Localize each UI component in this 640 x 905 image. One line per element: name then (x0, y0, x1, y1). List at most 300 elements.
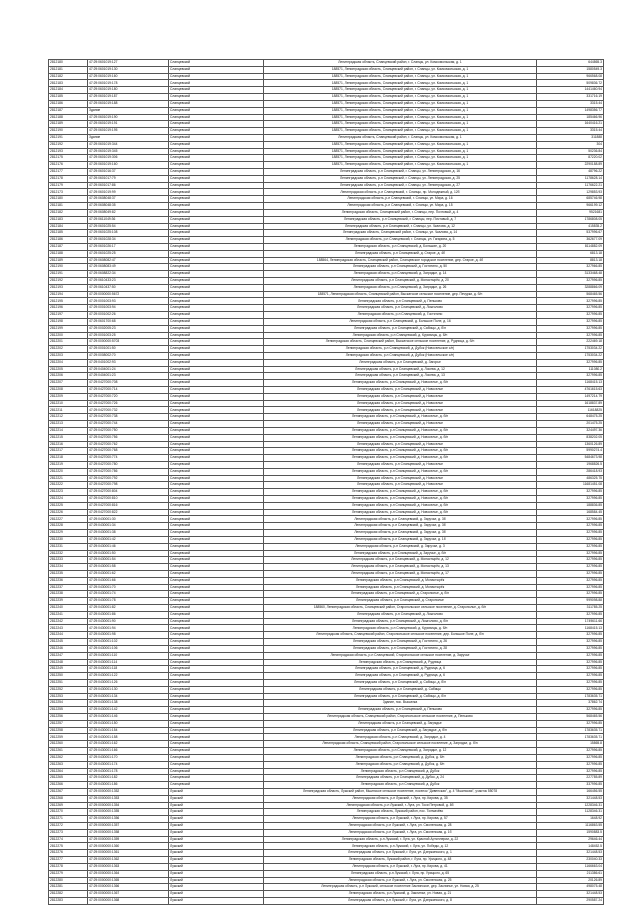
row-id-cell: 2812205 (49, 366, 88, 373)
value-cell: 148452.5 (537, 843, 604, 850)
cadastral-number-cell: 47:29:0427000:810 (88, 496, 169, 503)
row-id-cell: 2812261 (49, 748, 88, 755)
cadastral-number-cell: 47:29:0000000:1357 (88, 823, 169, 830)
district-cell: Сланцевский (169, 73, 264, 80)
value-cell: 1116863.55 (537, 823, 604, 830)
table-row (49, 741, 604, 748)
cadastral-number-cell: 47:29:0601700:68 (88, 318, 169, 325)
table-row (49, 400, 604, 407)
address-cell: Ленинградская область, р-н Сланцевский, д. Большие, д. 20 (264, 243, 537, 250)
table-row (49, 237, 604, 244)
row-id-cell: 2812249 (49, 666, 88, 673)
value-cell: 327996.85 (537, 359, 604, 366)
district-cell: Сланцевский (169, 393, 264, 400)
district-cell: Сланцевский (169, 748, 264, 755)
row-id-cell: 2812186 (49, 100, 88, 107)
address-cell: Ленинградская область, р-н Сланцевский, д. Заручье, д. 3б (264, 516, 537, 523)
district-cell: Сланцевский (169, 237, 264, 244)
value-cell: 327996.85 (537, 632, 604, 639)
address-cell: Ленинградская область, р-н Сланцевский, д. Новоселье (264, 441, 537, 448)
row-id-cell: 2812214 (49, 427, 88, 434)
cadastral-number-cell: 47:29:0601017:86 (88, 182, 169, 189)
value-cell: 327996.85 (537, 312, 604, 319)
address-cell: Ленинградская область, р-н Лужский, д. Заклинье, ул. Новая, д. 21 (264, 891, 537, 898)
address-cell: Ленинградская область, р-н Сланцевский, д. Новоселье (264, 482, 537, 489)
row-id-cell: 2812235 (49, 570, 88, 577)
cadastral-number-cell: 47:29:0601019:191 (88, 121, 169, 128)
table-row (49, 284, 604, 291)
cadastral-number-cell: 47:29:0601025:54 (88, 223, 169, 230)
row-id-cell: 2812181 (49, 203, 88, 210)
district-cell: Сланцевский (169, 312, 264, 319)
district-cell: Сланцевский (169, 632, 264, 639)
district-cell: Лужский (169, 809, 264, 816)
address-cell: Ленинградская область, р-н Сланцевский, д. Дубок (264, 768, 537, 775)
cadastral-number-cell: 47:29:0404001:23 (88, 373, 169, 380)
address-cell: Ленинградская область, р-н Сланцевский, д. Рудница, д. 6 (264, 666, 537, 673)
district-cell: Сланцевский (169, 94, 264, 101)
row-id-cell: 2812268 (49, 795, 88, 802)
value-cell: 327996.85 (537, 564, 604, 571)
value-cell: 1783635.71 (537, 734, 604, 741)
row-id-cell: 2812254 (49, 700, 88, 707)
row-id-cell: 2812192 (49, 141, 88, 148)
district-cell: Лужский (169, 836, 264, 843)
address-cell: Ленинградская область, Сланцевский район, Старопольское сельское поселение, д. Пеньково (264, 714, 537, 721)
address-cell: Ленинградская область, р-н Лужский, г. Луга, ул. Красной Артиллерии, д. 22 (264, 836, 537, 843)
cadastral-number-cell: 47:29:0608082:47 (88, 257, 169, 264)
address-cell: 188571, Ленинградская область, Сланцевский район, г. Сланцы, ул. Комсомольская, д. 1 (264, 114, 537, 121)
address-cell: Ленинградская область, р-н Сланцевский, д. Сабицы, д. б/н (264, 693, 537, 700)
address-cell: Ленинградская область, р-н Сланцевский, д. Монастырёк (264, 584, 537, 591)
address-cell: Ленинградская область, р-н Лужский, г. Луга, пр. Кирова, д. 41 (264, 863, 537, 870)
row-id-cell: 2812187 (49, 107, 88, 114)
table-row (49, 278, 604, 285)
table-row (49, 686, 604, 693)
table-row (49, 795, 604, 802)
row-id-cell: 2812182 (49, 209, 88, 216)
address-cell: Ленинградская область, р-н Сланцевский, д. Пеньково (264, 298, 537, 305)
row-id-cell: 2812222 (49, 482, 88, 489)
cadastral-number-cell: 47:29:0427000:822 (88, 509, 169, 516)
table-row (49, 250, 604, 257)
cadastral-number-cell: 47:29:0610433:23 (88, 278, 169, 285)
value-cell: 327996.85 (537, 761, 604, 768)
table-row (49, 223, 604, 230)
row-id-cell: 2812188 (49, 114, 88, 121)
district-cell: Сланцевский (169, 352, 264, 359)
cadastral-number-cell: 47:29:0601019:178 (88, 80, 169, 87)
row-id-cell: 2812202 (49, 346, 88, 353)
value-cell: 327996.85 (537, 516, 604, 523)
cadastral-number-cell: 47:29:0430001:34 (88, 523, 169, 530)
row-id-cell: 2812187 (49, 243, 88, 250)
table-row (49, 203, 604, 210)
district-cell: Сланцевский (169, 598, 264, 605)
district-cell: Сланцевский (169, 605, 264, 612)
cadastral-number-cell: 47:29:0427000:774 (88, 455, 169, 462)
value-cell: 290587.24 (537, 897, 604, 904)
cadastral-number-cell: 47:29:0427000:768 (88, 448, 169, 455)
district-cell: Сланцевский (169, 203, 264, 210)
district-cell: Сланцевский (169, 305, 264, 312)
address-cell: Ленинградская область, р-н Лужский, г. Луга, пр. Кирова, д. 57 (264, 816, 537, 823)
row-id-cell: 2812229 (49, 530, 88, 537)
cadastral-number-cell: 47:29:0430001:42 (88, 536, 169, 543)
district-cell: Сланцевский (169, 754, 264, 761)
row-id-cell: 2812241 (49, 611, 88, 618)
cadastral-number-cell: 47:29:0430001:98 (88, 632, 169, 639)
table-row (49, 877, 604, 884)
district-cell: Сланцевский (169, 482, 264, 489)
table-row (49, 407, 604, 414)
district-cell: Сланцевский (169, 87, 264, 94)
cadastral-number-cell: 47:29:0430001:114 (88, 659, 169, 666)
address-cell: Ленинградская область, р-н Сланцевский, д. Ложголово (264, 305, 537, 312)
cadastral-number-cell: 47:29:0427000:804 (88, 489, 169, 496)
table-row (49, 502, 604, 509)
row-id-cell: 2812207 (49, 380, 88, 387)
cadastral-number-cell: 47:29:0601019:180 (88, 87, 169, 94)
cadastral-number-cell: 47:29:0430001:66 (88, 577, 169, 584)
cadastral-number-cell: 47:29:0601016:37 (88, 169, 169, 176)
value-cell: 1498356.77 (537, 107, 604, 114)
row-id-cell: 2812177 (49, 169, 88, 176)
table-row (49, 836, 604, 843)
district-cell: Сланцевский (169, 727, 264, 734)
district-cell: Сланцевский (169, 134, 264, 141)
row-id-cell: 2812189 (49, 121, 88, 128)
value-cell: 11681451.08 (537, 482, 604, 489)
cadastral-number-cell: Здание (88, 134, 169, 141)
cadastral-number-cell: 47:29:0430001:46 (88, 543, 169, 550)
row-id-cell: 2812248 (49, 659, 88, 666)
district-cell: Лужский (169, 788, 264, 795)
district-cell: Сланцевский (169, 652, 264, 659)
row-id-cell: 2812184 (49, 87, 88, 94)
district-cell: Сланцевский (169, 645, 264, 652)
district-cell: Сланцевский (169, 666, 264, 673)
address-cell: Ленинградская область, р-н Лужский, г. Луга, ул. Смоленская, д. 1б (264, 829, 537, 836)
value-cell: 1753034.22 (537, 352, 604, 359)
table-row (49, 461, 604, 468)
value-cell: 11618825 (537, 407, 604, 414)
row-id-cell: 2812250 (49, 673, 88, 680)
address-cell: Ленинградская область, р-н Сланцевский, д. Новоселье (264, 407, 537, 414)
address-cell: Ленинградская область, Сланцевский район, Старопольское сельское поселение, дер. Большое Поле, д. б/н (264, 632, 537, 639)
row-id-cell: 2812183 (49, 216, 88, 223)
cadastral-number-cell: 47:29:0430001:50 (88, 550, 169, 557)
value-cell: 111080.2 (537, 366, 604, 373)
table-row (49, 216, 604, 223)
row-id-cell: 2812270 (49, 809, 88, 816)
address-cell: Ленинградская область, р-н Сланцевский, д. Монастырёк (264, 577, 537, 584)
table-row (49, 714, 604, 721)
value-cell: 327996.85 (537, 707, 604, 714)
row-id-cell: 2812193 (49, 148, 88, 155)
table-row (49, 271, 604, 278)
address-cell: Ленинградская область, р-н Сланцевский, д. Новоселье, д. б/н (264, 380, 537, 387)
value-cell: 337996.85 (537, 782, 604, 789)
cadastral-number-cell: 47:29:0430001:102 (88, 639, 169, 646)
cadastral-number-cell: 47:29:0430001:154 (88, 727, 169, 734)
cadastral-number-cell: 47:29:0000000:1361 (88, 850, 169, 857)
row-id-cell: 2812223 (49, 489, 88, 496)
value-cell: 321448.53 (537, 891, 604, 898)
district-cell: Лужский (169, 863, 264, 870)
table-row (49, 441, 604, 448)
row-id-cell: 2812251 (49, 679, 88, 686)
row-id-cell: 2812183 (49, 80, 88, 87)
address-cell: 188571, Ленинградская область, Сланцевский район, г. Сланцы, ул. Комсомольская, д. 1 (264, 155, 537, 162)
district-cell: Сланцевский (169, 346, 264, 353)
address-cell: Ленинградская область, р-н Сланцевский, г. Сланцы, пер. Почтовый, д. 7 (264, 216, 537, 223)
row-id-cell: 2812259 (49, 734, 88, 741)
value-cell: 327996.85 (537, 543, 604, 550)
address-cell: Ленинградская область, р-н Сланцевский, д. Дубок, д. б/н (264, 754, 537, 761)
row-id-cell: 2812269 (49, 802, 88, 809)
row-id-cell: 2812212 (49, 414, 88, 421)
row-id-cell: 2812283 (49, 897, 88, 904)
cadastral-number-cell: 47:29:0000000:1366 (88, 884, 169, 891)
address-cell: Ленинградская область, Сланцевский район, Старопольское сельское поселение, д. Загрядье, д. б/н (264, 741, 537, 748)
table-row (49, 73, 604, 80)
value-cell: 327996.85 (537, 639, 604, 646)
district-cell: Сланцевский (169, 536, 264, 543)
address-cell: Ленинградская область, р-н Сланцевский, д. Гостятино, д. 26 (264, 639, 537, 646)
table-row (49, 209, 604, 216)
address-cell: Ленинградская область, р-н Сланцевский, д. Старое, д. 4б (264, 250, 537, 257)
address-cell: Ленинградская область, р-н Сланцевский, д. Новоселье, д. б/н (264, 414, 537, 421)
table-row (49, 305, 604, 312)
row-id-cell: 2812260 (49, 741, 88, 748)
cadastral-number-cell: 47:29:0430001:162 (88, 741, 169, 748)
row-id-cell: 2812245 (49, 639, 88, 646)
district-cell: Лужский (169, 857, 264, 864)
value-cell: 1783635.71 (537, 727, 604, 734)
address-cell: Ленинградская область, Сланцевский район, г. Сланцы, ул. Комсомольская, д. 1 (264, 134, 537, 141)
value-cell: 1128346.31 (537, 809, 604, 816)
row-id-cell: 2812193 (49, 284, 88, 291)
cadastral-number-cell: 47:29:0427000:792 (88, 475, 169, 482)
value-cell: 2290188.89 (537, 162, 604, 169)
value-cell: 327996.85 (537, 591, 604, 598)
address-cell: Ленинградская область, р-н Сланцевский, д. Новоселье, д. б/н (264, 502, 537, 509)
cadastral-number-cell: 47:29:0430001:54 (88, 557, 169, 564)
value-cell: 327996.85 (537, 496, 604, 503)
address-cell: Ленинградская область, р-н Сланцевский, д. Новоселье (264, 387, 537, 394)
value-cell: 1441460.94 (537, 87, 604, 94)
district-cell: Сланцевский (169, 264, 264, 271)
table-row (49, 748, 604, 755)
district-cell: Лужский (169, 870, 264, 877)
table-row (49, 775, 604, 782)
address-cell: Ленинградская область, р-н Сланцевский, д. Старополье (264, 598, 537, 605)
row-id-cell: 2812230 (49, 536, 88, 543)
row-id-cell: 2812178 (49, 175, 88, 182)
address-cell: Ленинградская область, р-н Сланцевский, д. Загрядье, д. 26 (264, 284, 537, 291)
table-row (49, 427, 604, 434)
district-cell: Сланцевский (169, 175, 264, 182)
table-row (49, 734, 604, 741)
value-cell: 327996.85 (537, 748, 604, 755)
table-row (49, 80, 604, 87)
table-row (49, 134, 604, 141)
table-row (49, 618, 604, 625)
cadastral-number-cell: 47:29:0430001:70 (88, 584, 169, 591)
cadastral-number-cell: 47:29:0000000:1367 (88, 891, 169, 898)
address-cell: Ленинградская область, р-н Сланцевский, д. Заручье, д. 3б (264, 523, 537, 530)
address-cell: Ленинградская область, р-н Сланцевский, д. Новоселье (264, 400, 537, 407)
district-cell: Лужский (169, 891, 264, 898)
table-row (49, 693, 604, 700)
row-id-cell: 2812179 (49, 182, 88, 189)
address-cell: Ленинградская область, р-н Сланцевский, д. Гостятино (264, 312, 537, 319)
address-cell: Ленинградская область, р-н Сланцевский, д. Новоселье, д. б/н (264, 427, 537, 434)
address-cell: Ленинградская область, р-н Сланцевский, д. Загрядье, д. 14 (264, 271, 537, 278)
table-row (49, 455, 604, 462)
address-cell: Ленинградская область, р-н Сланцевский, д. Старополье, д. б/н (264, 591, 537, 598)
table-row (49, 230, 604, 237)
records-table (48, 59, 604, 905)
cadastral-number-cell: 47:29:0000000:1360 (88, 843, 169, 850)
value-cell: 311888 (537, 134, 604, 141)
cadastral-number-cell: 47:29:0427000:714 (88, 387, 169, 394)
address-cell: Ленинградская область, р-н Сланцевский, д. Загрядье, д. б/н (264, 727, 537, 734)
address-cell: Ленинградская область, р-н Лужский, г. Луга, пр. Кирова, д. 35 (264, 795, 537, 802)
district-cell: Сланцевский (169, 359, 264, 366)
table-row (49, 380, 604, 387)
value-cell: 1786808.05 (537, 216, 604, 223)
district-cell: Сланцевский (169, 318, 264, 325)
row-id-cell: 2812275 (49, 843, 88, 850)
address-cell: Ленинградская область, р-н Сланцевский, д. Большое Поле, д. 16 (264, 318, 537, 325)
cadastral-number-cell: 47:29:0401002:93 (88, 359, 169, 366)
district-cell: Сланцевский (169, 291, 264, 298)
row-id-cell: 2812262 (49, 754, 88, 761)
cadastral-number-cell: 47:29:0601019:306 (88, 155, 169, 162)
cadastral-number-cell: 47:29:0000000:1365 (88, 877, 169, 884)
value-cell: 201475.25 (537, 421, 604, 428)
row-id-cell: 2812237 (49, 584, 88, 591)
address-cell: 188571, Ленинградская область, Сланцевский район, г. Сланцы, ул. Комсомольская, д. 1 (264, 148, 537, 155)
row-id-cell: 2812182 (49, 73, 88, 80)
district-cell: Сланцевский (169, 414, 264, 421)
cadastral-number-cell: 47:29:0601019:190 (88, 114, 169, 121)
row-id-cell: 2812252 (49, 686, 88, 693)
address-cell: Ленинградская область, р-н Сланцевский, д. Заручье, д. 1б (264, 536, 537, 543)
address-cell: Ленинградская область, р-н Лужский, г. Луга, ул. Дзержинского, д. 1 (264, 850, 537, 857)
row-id-cell: 2812238 (49, 591, 88, 598)
value-cell: 568465.56 (537, 291, 604, 298)
row-id-cell: 2812181 (49, 66, 88, 73)
cadastral-number-cell: 47:29:0430001:158 (88, 734, 169, 741)
table-row (49, 863, 604, 870)
row-id-cell: 2812282 (49, 891, 88, 898)
table-row (49, 530, 604, 537)
value-cell: 1360126.89 (537, 441, 604, 448)
table-row (49, 332, 604, 339)
district-cell: Сланцевский (169, 421, 264, 428)
cadastral-number-cell: 47:29:0611049:36 (88, 216, 169, 223)
address-cell: Ленинградская область, р-н Сланцевский, д. Загорье (264, 359, 537, 366)
table-row (49, 843, 604, 850)
table-row (49, 523, 604, 530)
address-cell: 188571, Ленинградская область, Сланцевский район, г. Сланцы, ул. Комсомольская, д. 1 (264, 121, 537, 128)
table-row (49, 625, 604, 632)
row-id-cell: 2812189 (49, 257, 88, 264)
district-cell: Сланцевский (169, 461, 264, 468)
district-cell: Лужский (169, 823, 264, 830)
value-cell: 3315.44 (537, 128, 604, 135)
row-id-cell: 2812200 (49, 332, 88, 339)
value-cell: 168584.45 (537, 509, 604, 516)
address-cell: Ленинградская область, р-н Сланцевский, д. Новоселье (264, 475, 537, 482)
value-cell: 1178628.14 (537, 175, 604, 182)
value-cell: 227785.89 (537, 775, 604, 782)
value-cell: 87220.02 (537, 155, 604, 162)
district-cell: Сланцевский (169, 734, 264, 741)
address-cell: Ленинградская область, Сланцевский район, г. Сланцы, ул. Комсомольская, д. 1 (264, 60, 537, 67)
cadastral-number-cell: 47:29:0000000:1368 (88, 897, 169, 904)
table-row (49, 850, 604, 857)
value-cell: 4761615.63 (537, 387, 604, 394)
value-cell: 327996.85 (537, 673, 604, 680)
district-cell: Сланцевский (169, 468, 264, 475)
district-cell: Сланцевский (169, 155, 264, 162)
district-cell: Сланцевский (169, 60, 264, 67)
address-cell: Ленинградская область, р-н Сланцевский, д. Загрядье, д. 12 (264, 748, 537, 755)
value-cell: 327996.85 (537, 536, 604, 543)
cadastral-number-cell: 47:29:0430001:150 (88, 720, 169, 727)
table-row (49, 169, 604, 176)
district-cell: Сланцевский (169, 80, 264, 87)
value-cell: 5990274.4 (537, 448, 604, 455)
address-cell: Ленинградская область, Сланцевский район, г. Сланцы, ул. Чкалова, д. 14 (264, 230, 537, 237)
table-row (49, 421, 604, 428)
value-cell: 327996.85 (537, 679, 604, 686)
address-cell: 188560, Ленинградская область, Сланцевский район, Старопольское сельское поселение, д. Старополье, д. б/н (264, 605, 537, 612)
table-row (49, 60, 604, 67)
table-row (49, 577, 604, 584)
value-cell: 327996.85 (537, 659, 604, 666)
table-row (49, 557, 604, 564)
row-id-cell: 2812240 (49, 605, 88, 612)
address-cell: 188571, Ленинградская область, Сланцевский район, г. Сланцы, ул. Комсомольская, д. 1 (264, 73, 537, 80)
address-cell: Здание, пос. Выскатка (264, 700, 537, 707)
table-row (49, 782, 604, 789)
row-id-cell: 2812227 (49, 516, 88, 523)
cadastral-number-cell: 47:29:0427000:816 (88, 502, 169, 509)
row-id-cell: 2812224 (49, 496, 88, 503)
district-cell: Сланцевский (169, 673, 264, 680)
district-cell: Сланцевский (169, 100, 264, 107)
row-id-cell: 2812217 (49, 448, 88, 455)
district-cell: Сланцевский (169, 434, 264, 441)
cadastral-number-cell: 47:29:0001001:50 (88, 346, 169, 353)
district-cell: Сланцевский (169, 284, 264, 291)
table-row (49, 100, 604, 107)
table-row (49, 727, 604, 734)
value-cell: 29646.44 (537, 836, 604, 843)
cadastral-number-cell: 47:29:0427000:750 (88, 427, 169, 434)
district-cell: Сланцевский (169, 496, 264, 503)
table-row (49, 720, 604, 727)
table-row (49, 543, 604, 550)
district-cell: Сланцевский (169, 107, 264, 114)
value-cell: 1166663.04 (537, 863, 604, 870)
district-cell: Сланцевский (169, 278, 264, 285)
